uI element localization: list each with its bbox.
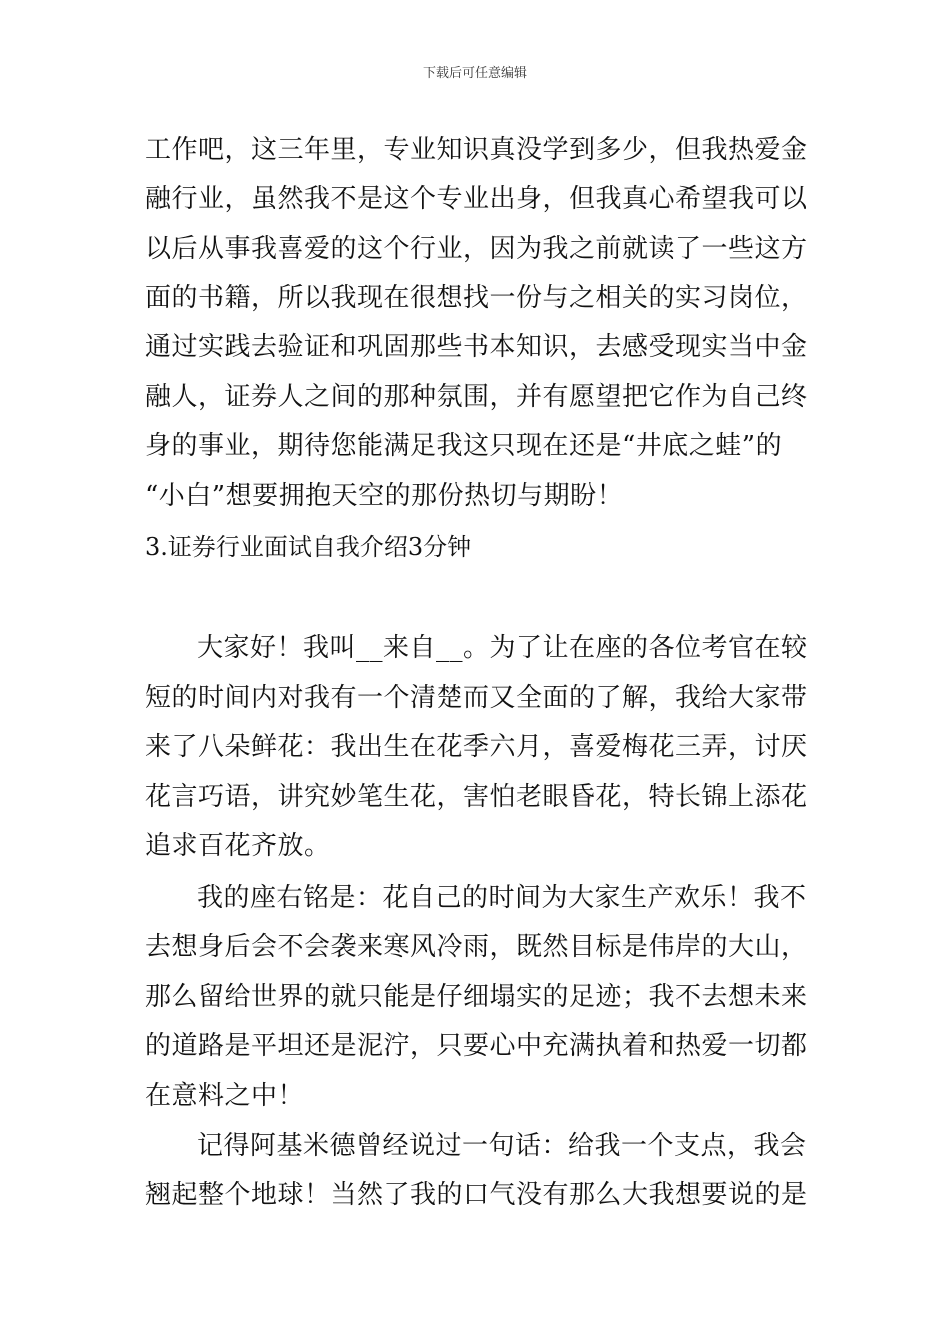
paragraph-1-line-4: 面的书籍，所以我现在很想找一份与之相关的实习岗位， [145, 283, 808, 313]
paragraph-3-line-1: 我的座右铭是：花自己的时间为大家生产欢乐！我不 [197, 883, 807, 913]
paragraph-2-line-4: 花言巧语，讲究妙笔生花，害怕老眼昏花，特长锦上添花 [145, 782, 808, 812]
paragraph-1-line-2: 融行业，虽然我不是这个专业出身，但我真心希望我可以 [145, 184, 808, 214]
paragraph-1-line-5: 通过实践去验证和巩固那些书本知识，去感受现实当中金 [145, 332, 808, 362]
paragraph-3-line-4: 的道路是平坦还是泥泞，只要心中充满执着和热爱一切都 [145, 1031, 808, 1061]
paragraph-4-line-2: 翘起整个地球！当然了我的口气没有那么大我想要说的是 [145, 1180, 808, 1210]
paragraph-1-line-6: 融人，证券人之间的那种氛围，并有愿望把它作为自己终 [145, 382, 808, 412]
paragraph-2-line-2: 短的时间内对我有一个清楚而又全面的了解，我给大家带 [145, 683, 808, 713]
paragraph-1-line-1: 工作吧，这三年里，专业知识真没学到多少，但我热爱金 [145, 135, 808, 165]
page-header: 下载后可任意编辑 [422, 66, 527, 81]
paragraph-3-line-5: 在意料之中！ [145, 1081, 305, 1111]
paragraph-1-line-8: “小白”想要拥抱天空的那份热切与期盼！ [145, 481, 624, 511]
section-heading: 3.证券行业面试自我介绍3分钟 [145, 533, 472, 561]
paragraph-1-line-3: 以后从事我喜爱的这个行业，因为我之前就读了一些这方 [145, 234, 808, 264]
paragraph-1-line-7: 身的事业，期待您能满足我这只现在还是“井底之蛙”的 [145, 431, 783, 461]
paragraph-2-line-5: 追求百花齐放。 [145, 831, 331, 861]
paragraph-2-line-3: 来了八朵鲜花：我出生在花季六月，喜爱梅花三弄，讨厌 [145, 732, 808, 762]
paragraph-2-line-1: 大家好！我叫__来自__。为了让在座的各位考官在较 [197, 633, 808, 663]
paragraph-4-line-1: 记得阿基米德曾经说过一句话：给我一个支点，我会 [197, 1131, 807, 1161]
paragraph-3-line-2: 去想身后会不会袭来寒风冷雨，既然目标是伟岸的大山， [145, 932, 808, 962]
paragraph-3-line-3: 那么留给世界的就只能是仔细塌实的足迹；我不去想未来 [145, 982, 808, 1012]
